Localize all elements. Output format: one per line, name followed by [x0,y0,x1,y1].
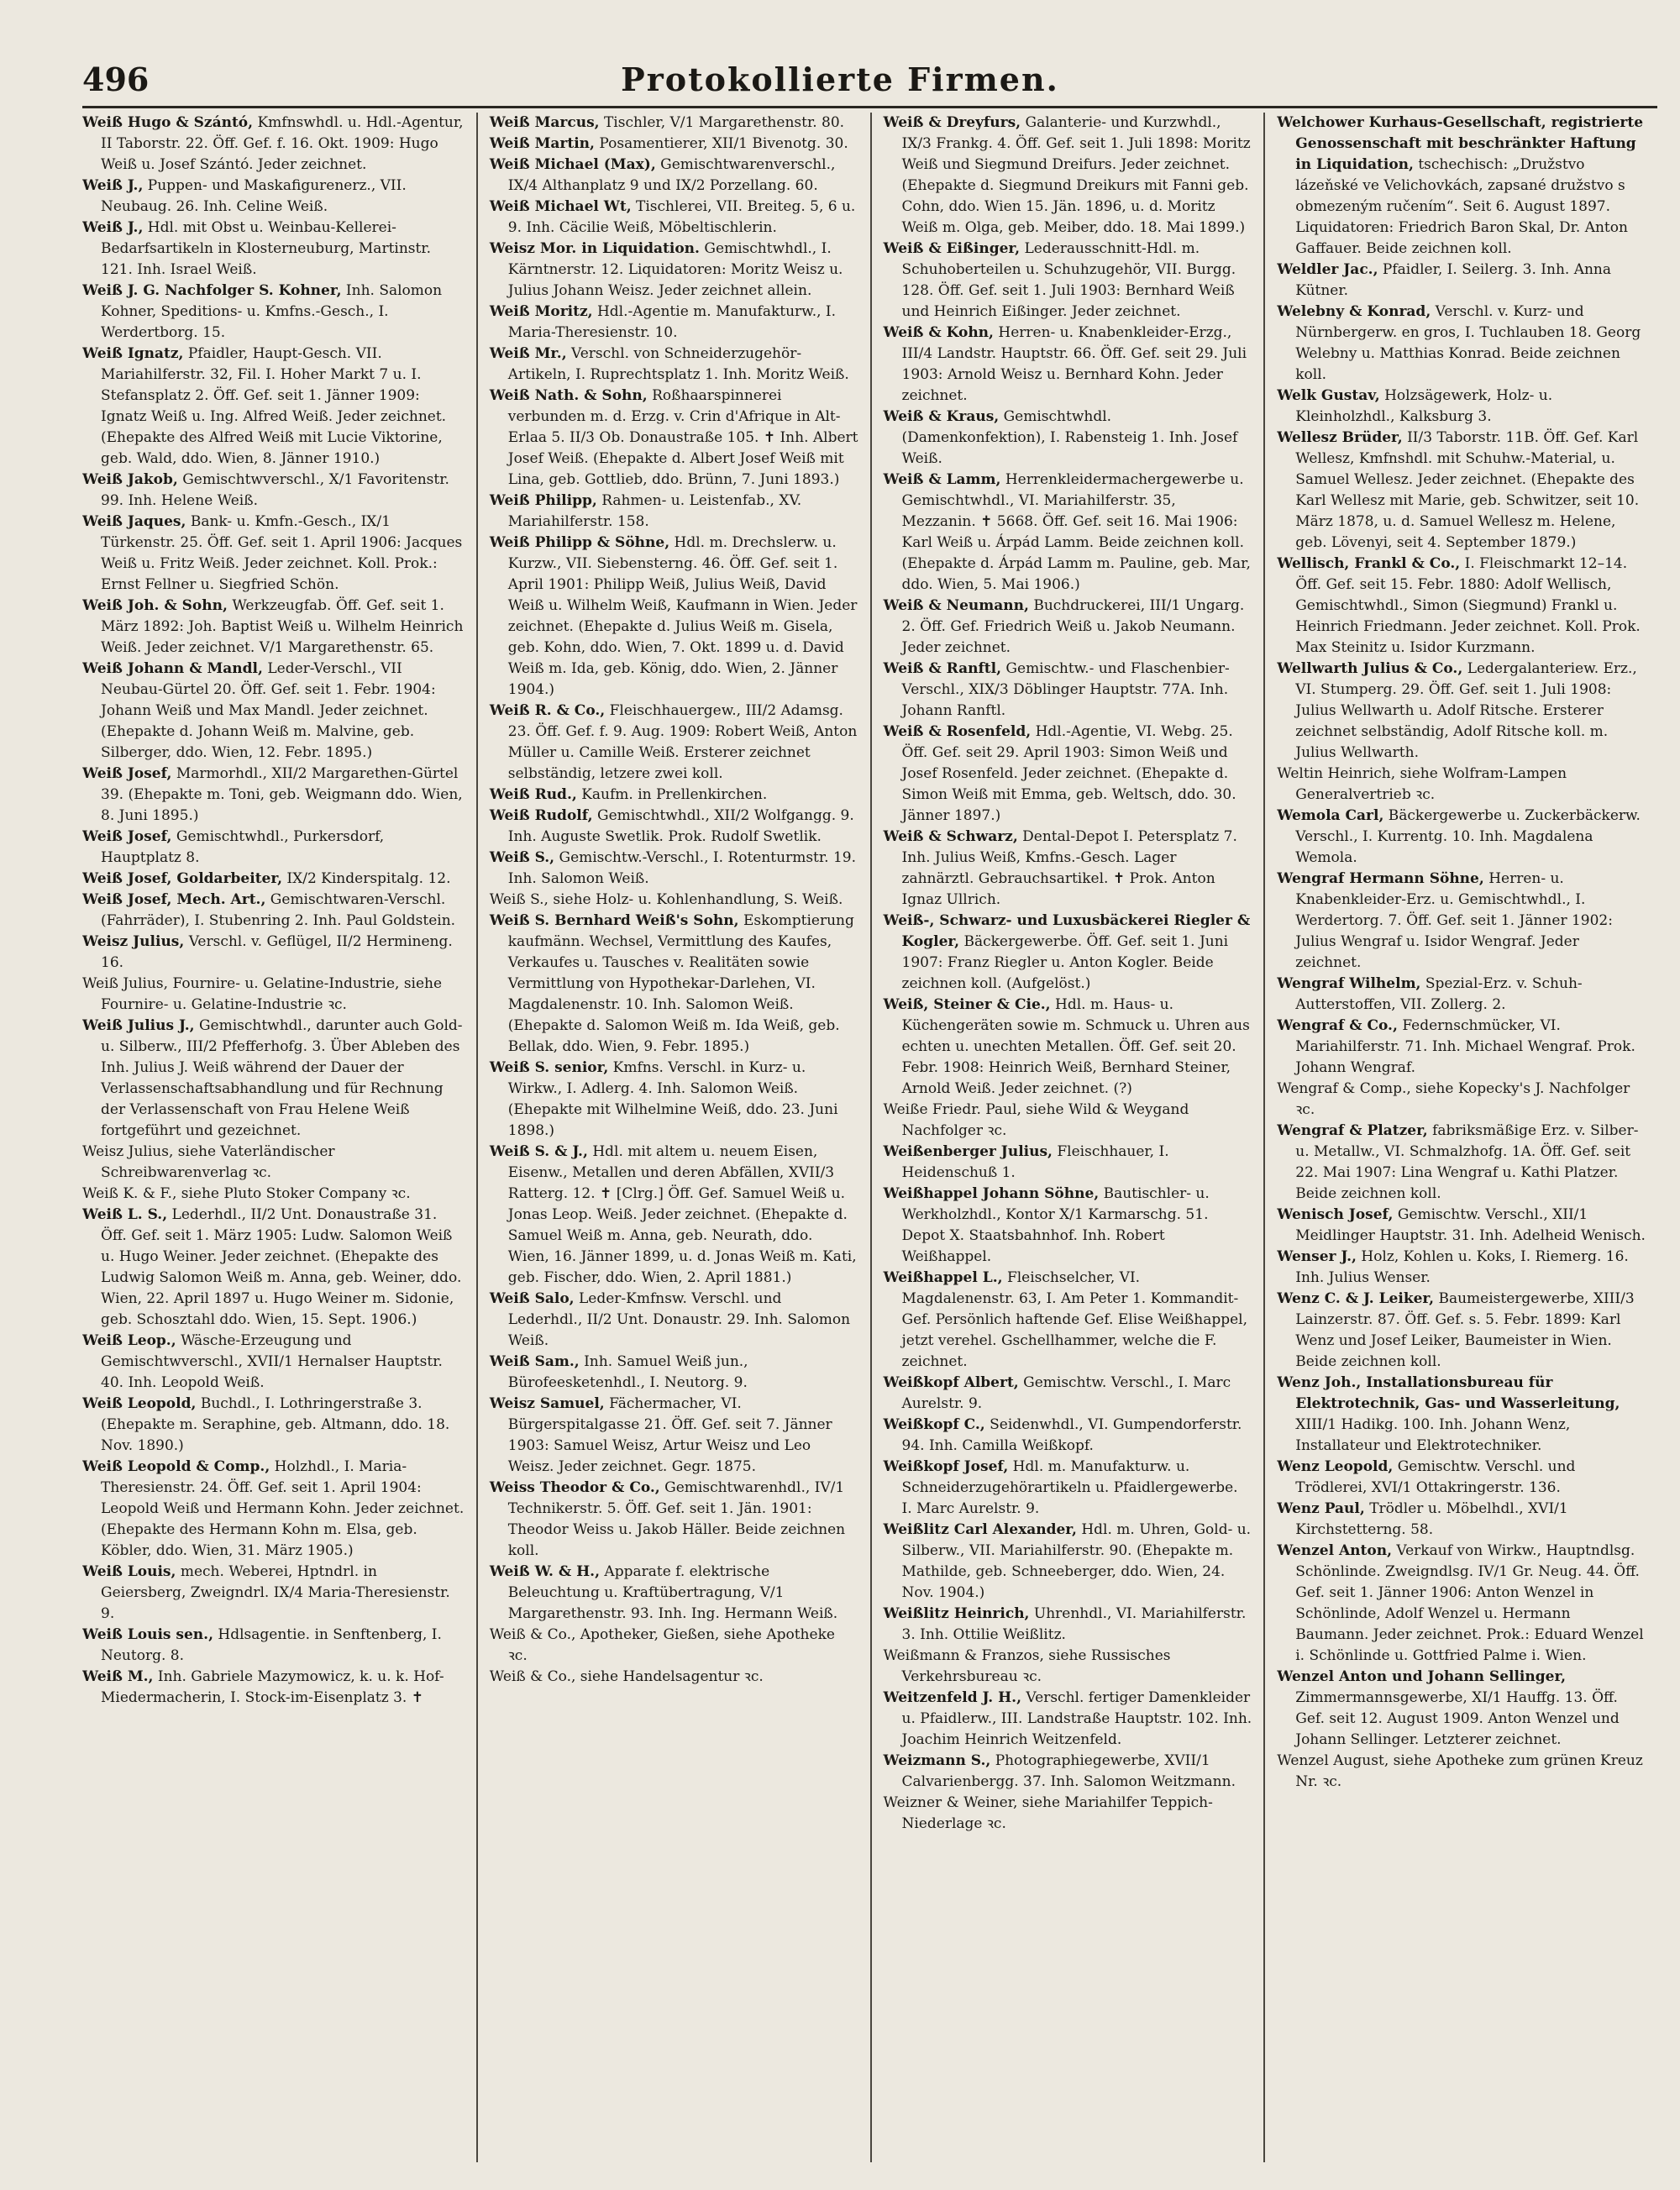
firm-entry [1277,113,1646,260]
firm-details: Herren- u. Knabenkleider-Erz. u. Gemischtwhdl., I. Werdertorg. 7. Öff. Gef. seit 1. Jänner 1902: Julius Wengraf u. Isidor Wengraf. Jeder zeichnet. [1295,870,1613,971]
firm-entry [1277,1016,1646,1079]
firm-entry [490,1394,858,1478]
firm-details: Gemischtwarenverschl., IX/4 Althanplatz 9 und IX/2 Porzellang. 60. [507,156,836,194]
firm-details: Inh. Samuel Weiß jun., Bürofeesketenhdl., I. Neutorg. 9. [507,1353,748,1391]
firm-details: Gemischtw. Verschl., XII/1 Meidlinger Hauptstr. 31. Inh. Adelheid Wenisch. [1295,1206,1646,1244]
firm-name: Weißhappel Johann Söhne, [883,1185,1100,1202]
firm-name: Weiß & Neumann, [883,597,1029,614]
firm-name: Weiß Josef, [82,828,172,845]
column-4 [1263,113,1657,2162]
firm-details: Kaufm. in Prellenkirchen. [581,786,768,803]
running-head: Protokollierte Firmen. [621,60,1059,98]
firm-entry [82,344,465,470]
firm-details: Seidenwhdl., VI. Gumpendorferstr. 94. Inh. Camilla Weißkopf. [901,1416,1242,1454]
firm-details: I. Fleischmarkt 12–14. Öff. Gef. seit 15. Febr. 1880: Adolf Wellisch, Gemischtwhdl., Simon (Siegmund) Frankl u. Heinrich Friedmann. Jeder zeichnet. Koll. Prok. Max Steinitz u. Isidor Kurzmann. [1295,555,1641,656]
firm-entry [884,995,1252,1100]
firm-name: Weiß Sam., [489,1353,580,1370]
firm-details: Eskomptierung kaufmänn. Wechsel, Vermittlung des Kaufes, Verkaufes u. Tausches v. Realitäten sowie Vermittlung von Hypothekar-Darlehen, VI. Magdalenenstr. 10. Inh. Salomon Weiß. (Ehepakte d. Salomon Weiß m. Ida Weiß, geb. Bellak, ddo. Wien, 9. Febr. 1895.) [507,912,854,1055]
firm-entry [1277,1499,1646,1541]
firm-name: Weiß Josef, Goldarbeiter, [82,870,282,887]
firm-name: Welebny & Konrad, [1277,303,1431,320]
firm-name: Weizmann S., [883,1752,991,1769]
firm-entry [884,722,1252,827]
firm-entry [490,1142,858,1289]
firm-entry [884,113,1252,239]
firm-details: Gemischtwhdl., darunter auch Gold- u. Silberw., III/2 Pfefferhofg. 3. Über Ableben des Inh. Julius J. Weiß während der Dauer der Verlassenschaftsabhandlung und für Rechnung der Verlassenschaft von Frau Helene Weiß fortgeführt und gezeichnet. [101,1017,463,1139]
firm-details: Weiß Julius, Fournire- u. Gelatine-Industrie, siehe Fournire- u. Gelatine-Industrie ꝛc. [82,975,443,1013]
firm-entry [1277,1079,1646,1121]
firm-entry [1277,764,1646,806]
firm-name: Wemola Carl, [1277,807,1384,824]
firm-name: Weiß S. Bernhard Weiß's Sohn, [489,912,739,929]
column-2 [476,113,870,2162]
firm-name: Weiß Hugo & Szántó, [82,114,254,131]
firm-details: Hdl. mit Obst u. Weinbau-Kellerei-Bedarfsartikeln in Klosterneuburg, Martinstr. 121. Inh. Israel Weiß. [101,219,432,278]
firm-name: Weiß Moritz, [489,303,593,320]
firm-details: Uhrenhdl., VI. Mariahilferstr. 3. Inh. Ottilie Weißlitz. [901,1605,1247,1643]
firm-name: Weiß R. & Co., [489,702,606,719]
firm-details: Gemischtw.-Verschl., I. Rotenturmstr. 19. Inh. Salomon Weiß. [507,849,856,887]
firm-entry [884,1520,1252,1604]
firm-entry [82,890,465,932]
firm-name: Weißkopf Josef, [883,1458,1009,1475]
firm-name: Weiß Philipp & Söhne, [489,534,670,551]
firm-details: Gemischtw. Verschl., I. Marc Aurelstr. 9. [901,1374,1231,1412]
firm-details: Trödler u. Möbelhdl., XVI/1 Kirchstetterng. 58. [1295,1500,1568,1538]
firm-name: Weiß Rudolf, [489,807,593,824]
firm-name: Wengraf Hermann Söhne, [1277,870,1484,887]
firm-details: Fleischselcher, VI. Magdalenenstr. 63, I. Am Peter 1. Kommandit-Gef. Persönlich haftende Gef. Elise Weißhappel, jetzt verehel. Gschellhammer, welche die F. zeichnet. [901,1269,1248,1370]
firm-entry [82,218,465,281]
firm-name: Wellisch, Frankl & Co., [1277,555,1461,572]
firm-entry [884,659,1252,722]
firm-details: Weiße Friedr. Paul, siehe Wild & Weygand Nachfolger ꝛc. [883,1101,1189,1139]
firm-name: Weiß Jaques, [82,513,186,530]
firm-details: Bautischler- u. Werkholzhdl., Kontor X/1 Karmarschg. 51. Depot X. Staatsbahnhof. Inh. Robert Weißhappel. [901,1185,1210,1265]
firm-entry [82,596,465,659]
firm-name: Weiß & Eißinger, [883,240,1021,257]
firm-details: Holzsägewerk, Holz- u. Kleinholzhdl., Kalksburg 3. [1295,387,1553,425]
firm-entry [884,407,1252,470]
firm-details: Fleischhauergew., III/2 Adamsg. 23. Öff. Gef. f. 9. Aug. 1909: Robert Weiß, Anton Müller u. Camille Weiß. Ersterer zeichnet selbständig, letzere zwei koll. [507,702,858,782]
firm-details: Pfaidler, I. Seilerg. 3. Inh. Anna Kütner. [1295,261,1612,299]
firm-entry [490,113,858,134]
firm-details: Puppen- und Maskafigurenerz., VII. Neubaug. 26. Inh. Celine Weiß. [101,177,407,215]
firm-details: Weiß K. & F., siehe Pluto Stoker Company ꝛc. [82,1185,411,1202]
firm-entry [490,386,858,491]
firm-entry [490,701,858,785]
firm-details: Baumeistergewerbe, XIII/3 Lainzerstr. 87. Öff. Gef. s. 5. Febr. 1899: Karl Wenz und Josef Leiker, Baumeister in Wien. Beide zeichnen koll. [1295,1290,1635,1370]
firm-details: Spezial-Erz. v. Schuh-Autterstoffen, VII. Zollerg. 2. [1295,975,1583,1013]
firm-name: Weißhappel L., [883,1269,1003,1286]
firm-entry [82,1394,465,1457]
firm-name: Weiß Ignatz, [82,345,184,362]
firm-details: Marmorhdl., XII/2 Margarethen-Gürtel 39. (Ehepakte m. Toni, geb. Weigmann ddo. Wien, 8. Juni 1895.) [101,765,463,824]
firm-details: Zimmermannsgewerbe, XI/1 Hauffg. 13. Öff. Gef. seit 12. August 1909. Anton Wenzel und Johann Sellinger. Letzterer zeichnet. [1295,1689,1620,1748]
firm-entry [1277,554,1646,659]
firm-entry [1277,806,1646,869]
firm-name: Weißlitz Carl Alexander, [883,1521,1077,1538]
firm-entry [82,1016,465,1142]
firm-entry [82,1142,465,1184]
firm-name: Weißkopf C., [883,1416,985,1433]
firm-details: Gemischtw.- und Flaschenbier-Verschl., XIX/3 Döblinger Hauptstr. 77A. Inh. Johann Ranftl. [901,660,1230,719]
firm-details: Wengraf & Comp., siehe Kopecky's J. Nachfolger ꝛc. [1277,1080,1630,1118]
firm-name: Weißenberger Julius, [883,1143,1053,1160]
firm-details: Verkauf von Wirkw., Hauptndlsg. Schönlinde. Zweigndlsg. IV/1 Gr. Neug. 44. Öff. Gef. seit 1. Jänner 1906: Anton Wenzel in Schönlinde, Adolf Wenzel u. Hermann Baumann. Jeder zeichnet. Prok.: Eduard Wenzel i. Schönlinde u. Gottfried Palme i. Wien. [1295,1542,1644,1664]
firm-details: Hdl. m. Manufakturw. u. Schneiderzugehörartikeln u. Pfaidlergewerbe. I. Marc Aurelstr. 9. [901,1458,1238,1517]
firm-name: Weiß Salo, [489,1290,575,1307]
firm-name: Weiß L. S., [82,1206,168,1223]
firm-details: Photographiegewerbe, XVII/1 Calvarienbergg. 37. Inh. Salomon Weitzmann. [901,1752,1236,1790]
firm-entry [82,281,465,344]
firm-name: Weiß Martin, [489,135,595,152]
firm-details: Holz, Kohlen u. Koks, I. Riemerg. 16. Inh. Julius Wenser. [1295,1248,1629,1286]
firm-name: Weiß Philipp, [489,492,597,509]
firm-details: Lederhdl., II/2 Unt. Donaustraße 31. Öff. Gef. seit 1. März 1905: Ludw. Salomon Weiß u. Hugo Weiner. Jeder zeichnet. (Ehepakte des Ludwig Salomon Weiß m. Anna, geb. Weiner, ddo. Wien, 22. April 1897 u. Hugo Weiner m. Sidonie, geb. Schosztahl ddo. Wien, 15. Sept. 1906.) [101,1206,462,1328]
firm-entry [1277,1751,1646,1793]
firm-entry [1277,659,1646,764]
firm-entry [490,1562,858,1625]
firm-entry [1277,1121,1646,1205]
firm-name: Weitzenfeld J. H., [883,1689,1022,1706]
firm-entry [82,176,465,218]
firm-name: Weiß Julius J., [82,1017,195,1034]
firm-name: Wenzel Anton, [1277,1542,1392,1559]
firm-entry [82,1184,465,1205]
firm-name: Weiß M., [82,1668,154,1685]
firm-entry [884,470,1252,596]
firm-name: Wengraf Wilhelm, [1277,975,1421,992]
firm-entry [82,113,465,176]
firm-details: Verschl. v. Geflügel, II/2 Hermineng. 16. [101,933,453,971]
firm-details: Buchdl., I. Lothringerstraße 3. (Ehepakte m. Seraphine, geb. Altmann, ddo. 18. Nov. 1890.) [101,1395,450,1454]
firm-details: Gemischtwhdl., I. Kärntnerstr. 12. Liquidatoren: Moritz Weisz u. Julius Johann Weisz. Jeder zeichnet allein. [507,240,843,299]
firm-details: Bank- u. Kmfn.-Gesch., IX/1 Türkenstr. 25. Öff. Gef. seit 1. April 1906: Jacques Weiß u. Fritz Weiß. Jeder zeichnet. Koll. Prok.: Ernst Fellner u. Siegfried Schön. [101,513,463,593]
firm-details: Herrenkleidermachergewerbe u. Gemischtwhdl., VI. Mariahilferstr. 35, Mezzanin. ✝ 5668. Öff. Gef. seit 16. Mai 1906: Karl Weiß u. Árpád Lamm. Beide zeichnen koll. (Ehepakte d. Árpád Lamm m. Pauline, geb. Mar, ddo. Wien, 5. Mai 1906.) [901,471,1251,593]
firm-entry [884,1604,1252,1646]
firm-entry [82,932,465,974]
firm-entry [82,1562,465,1625]
firm-entry [884,1793,1252,1835]
firm-name: Weißlitz Heinrich, [883,1605,1030,1622]
firm-name: Weiß Leopold & Comp., [82,1458,270,1475]
firm-details: Gemischtwarenhdl., IV/1 Technikerstr. 5. Öff. Gef. seit 1. Jän. 1901: Theodor Weiss u. Jakob Häller. Beide zeichnen koll. [507,1479,846,1559]
firm-entry [884,1646,1252,1688]
firm-entry [82,512,465,596]
firm-name: Weiß Josef, [82,765,172,782]
firm-details: Hdl. mit altem u. neuem Eisen, Eisenw., Metallen und deren Abfällen, XVII/3 Ratterg. 12. ✝ [Clrg.] Öff. Gef. Samuel Weiß u. Jonas Leop. Weiß. Jeder zeichnet. (Ehepakte d. Samuel Weiß m. Anna, geb. Neurath, ddo. Wien, 16. Jänner 1899, u. d. Jonas Weiß m. Kati, geb. Fischer, ddo. Wien, 2. April 1881.) [507,1143,857,1286]
firm-details: Ledergalanteriew. Erz., VI. Stumperg. 29. Öff. Gef. seit 1. Juli 1908: Julius Wellwarth u. Adolf Ritsche. Ersterer zeichnet selbständig, Adolf Ritsche koll. m. Julius Wellwarth. [1295,660,1637,761]
firm-details: Leder-Kmfnsw. Verschl. und Lederhdl., II/2 Unt. Donaustr. 29. Inh. Salomon Weiß. [507,1290,851,1349]
firm-entry [884,1142,1252,1184]
firm-entry [1277,1247,1646,1289]
firm-details: Verschl. von Schneiderzugehör-Artikeln, I. Ruprechtsplatz 1. Inh. Moritz Weiß. [507,345,849,383]
firm-name: Wenz Paul, [1277,1500,1365,1517]
firm-entry [1277,1667,1646,1751]
firm-name: Weiß & Kraus, [883,408,1000,425]
firm-name: Weißkopf Albert, [883,1374,1019,1391]
firm-details: Weißmann & Franzos, siehe Russisches Verkehrsbureau ꝛc. [883,1647,1171,1685]
firm-entry [490,890,858,911]
firm-details: Verschl. fertiger Damenkleider u. Pfaidlerw., III. Landstraße Hauptstr. 102. Inh. Joachim Heinrich Weitzenfeld. [901,1689,1252,1748]
firm-name: Weiß Michael Wt, [489,198,632,215]
firm-details: Herren- u. Knabenkleider-Erzg., III/4 Landstr. Hauptstr. 66. Öff. Gef. seit 29. Juli 1903: Arnold Weisz u. Bernhard Kohn. Jeder zeichnet. [901,324,1247,404]
firm-entry [884,1751,1252,1793]
firm-entry [884,323,1252,407]
firm-entry [884,1373,1252,1415]
firm-entry [884,911,1252,995]
firm-entry [884,1688,1252,1751]
firm-entry [1277,428,1646,554]
firm-details: Hdl. m. Haus- u. Küchengeräten sowie m. Schmuck u. Uhren aus echten u. unechten Metallen. Öff. Gef. seit 20. Febr. 1908: Heinrich Weiß, Bernhard Steiner, Arnold Weiß. Jeder zeichnet. (?) [901,996,1250,1097]
firm-name: Weiß J. G. Nachfolger S. Kohner, [82,282,342,299]
firm-entry [1277,1373,1646,1457]
firm-name: Weiß & Ranftl, [883,660,1002,677]
firm-name: Wenser J., [1277,1248,1357,1265]
firm-entry [82,659,465,764]
firm-entry [82,1205,465,1331]
firm-name: Weiß Mr., [489,345,567,362]
firm-details: Roßhaarspinnerei verbunden m. d. Erzg. v. Crin d'Afrique in Alt-Erlaa 5. II/3 Ob. Donaustraße 105. ✝ Inh. Albert Josef Weiß. (Ehepakte d. Albert Josef Weiß mit Lina, geb. Gottlieb, ddo. Brünn, 7. Juni 1893.) [507,387,858,488]
column-3 [870,113,1264,2162]
firm-details: Bäckergewerbe u. Zuckerbäckerw. Verschl., I. Kurrentg. 10. Inh. Magdalena Wemola. [1295,807,1641,866]
firm-details: Tischler, V/1 Margarethenstr. 80. [603,114,845,131]
firm-entry [490,1058,858,1142]
firm-name: Weiß & Lamm, [883,471,1001,488]
firm-name: Weiß W. & H., [489,1563,601,1580]
firm-name: Weisz Julius, [82,933,185,950]
firm-details: Hdlsagentie. in Senftenberg, I. Neutorg. 8. [101,1626,442,1664]
firm-entry [490,239,858,302]
firm-entry [490,785,858,806]
firm-entry [82,1457,465,1562]
firm-details: Gemischtwaren-Verschl. (Fahrräder), I. Stubenring 2. Inh. Paul Goldstein. [101,891,456,929]
firm-entry [884,1415,1252,1457]
firm-name: Welk Gustav, [1277,387,1380,404]
firm-details: Hdl.-Agentie m. Manufakturw., I. Maria-Theresienstr. 10. [507,303,837,341]
firm-entry [884,1100,1252,1142]
firm-details: Rahmen- u. Leistenfab., XV. Mariahilferstr. 158. [507,492,802,530]
firm-name: Weiß Marcus, [489,114,600,131]
firm-details: Gemischtwhdl. (Damenkonfektion), I. Rabensteig 1. Inh. Josef Weiß. [901,408,1238,467]
firm-name: Wengraf & Co., [1277,1017,1398,1034]
firm-entry [490,1478,858,1562]
columns [82,113,1657,2162]
firm-name: Weiß & Dreyfurs, [883,114,1021,131]
firm-name: Weiß Leopold, [82,1395,197,1412]
firm-name: Weiß Joh. & Sohn, [82,597,228,614]
firm-details: Bäckergewerbe. Öff. Gef. seit 1. Juni 1907: Franz Riegler u. Anton Kogler. Beide zeichnen koll. (Aufgelöst.) [901,933,1229,992]
firm-details: Weizner & Weiner, siehe Mariahilfer Teppich-Niederlage ꝛc. [883,1794,1213,1832]
firm-details: Wäsche-Erzeugung und Gemischtwverschl., XVII/1 Hernalser Hauptstr. 40. Inh. Leopold Weiß. [101,1332,443,1391]
firm-entry [1277,1205,1646,1247]
firm-entry [82,869,465,890]
firm-details: Hdl. m. Drechslerw. u. Kurzw., VII. Siebensterng. 46. Öff. Gef. seit 1. April 1901: Philipp Weiß, Julius Weiß, David Weiß u. Wilhelm Weiß, Kaufmann in Wien. Jeder zeichnet. (Ehepakte d. Julius Weiß m. Gisela, geb. Kohn, ddo. Wien, 7. Okt. 1899 u. d. David Weiß m. Ida, geb. König, ddo. Wien, 2. Jänner 1904.) [507,534,858,698]
firm-entry [490,911,858,1058]
firm-entry [490,134,858,155]
firm-name: Weiß Louis sen., [82,1626,213,1643]
firm-entry [884,1268,1252,1373]
firm-details: Gemischtwverschl., X/1 Favoritenstr. 99. Inh. Helene Weiß. [101,471,449,509]
firm-details: Fächermacher, VI. Bürgerspitalgasse 21. Öff. Gef. seit 7. Jänner 1903: Samuel Weisz, Artur Weisz und Leo Weisz. Jeder zeichnet. Gegr. 1875. [507,1395,832,1475]
firm-name: Weiß Nath. & Sohn, [489,387,648,404]
firm-details: Apparate f. elektrische Beleuchtung u. Kraftübertragung, V/1 Margarethenstr. 93. Inh. Ing. Hermann Weiß. [507,1563,838,1622]
firm-name: Weiß S. senior, [489,1059,609,1076]
column-1 [82,113,476,2162]
firm-entry [1277,974,1646,1016]
firm-name: Weiß J., [82,177,144,194]
firm-details: Fleischhauer, I. Heidenschuß 1. [901,1143,1169,1181]
firm-name: Weiß, Steiner & Cie., [883,996,1051,1013]
firm-details: Kmfnswhdl. u. Hdl.-Agentur, II Taborstr. 22. Öff. Gef. f. 16. Okt. 1909: Hugo Weiß u. Josef Szántó. Jeder zeichnet. [101,114,464,173]
firm-entry [490,1667,858,1688]
firm-name: Weiß Jakob, [82,471,178,488]
firm-entry [1277,1541,1646,1667]
firm-name: Weiß J., [82,219,144,236]
firm-details: tschechisch: „Družstvo lázeňské ve Velichovkách, zapsané družstvo s obmezeným ručením“. Seit 6. August 1897. Liquidatoren: Friedrich Baron Skal, Dr. Anton Gaffauer. Beide zeichnen koll. [1295,156,1628,257]
firm-details: Hdl. m. Uhren, Gold- u. Silberw., VII. Mariahilferstr. 90. (Ehepakte m. Mathilde, geb. Schneeberger, ddo. Wien, 24. Nov. 1904.) [901,1521,1252,1601]
firm-name: Wenisch Josef, [1277,1206,1394,1223]
firm-entry [82,1625,465,1667]
firm-details: Weisz Julius, siehe Vaterländischer Schreibwarenverlag ꝛc. [82,1143,335,1181]
firm-entry [884,827,1252,911]
firm-details: IX/2 Kinderspitalg. 12. [286,870,451,887]
firm-entry [490,1625,858,1667]
firm-entry [884,596,1252,659]
firm-name: Weiss Theodor & Co., [489,1479,660,1496]
firm-details: Kmfns. Verschl. in Kurz- u. Wirkw., I. Adlerg. 4. Inh. Salomon Weiß. (Ehepakte mit Wilhelmine Weiß, ddo. 23. Juni 1898.) [507,1059,838,1139]
firm-entry [884,1457,1252,1520]
firm-name: Wenz Joh., Installationsbureau für Elektrotechnik, Gas- und Wasserleitung, [1277,1374,1620,1412]
firm-details: mech. Weberei, Hptndrl. in Geiersberg, Zweigndrl. IX/4 Maria-Theresienstr. 9. [101,1563,450,1622]
firm-details: XIII/1 Hadikg. 100. Inh. Johann Wenz, Installateur und Elektrotechniker. [1295,1416,1571,1454]
firm-name: Weiß Leop., [82,1332,176,1349]
firm-details: Gemischtwhdl., Purkersdorf, Hauptplatz 8. [101,828,385,866]
firm-details: Wenzel August, siehe Apotheke zum grünen Kreuz Nr. ꝛc. [1277,1752,1643,1790]
firm-entry [490,491,858,533]
firm-details: Dental-Depot I. Petersplatz 7. Inh. Julius Weiß, Kmfns.-Gesch. Lager zahnärztl. Gebrauchsartikel. ✝ Prok. Anton Ignaz Ullrich. [901,828,1237,908]
firm-details: Inh. Salomon Kohner, Speditions- u. Kmfns.-Gesch., I. Werdertborg. 15. [101,282,443,341]
firm-entry [884,1184,1252,1268]
firm-name: Wenzel Anton und Johann Sellinger, [1277,1668,1567,1685]
firm-entry [1277,386,1646,428]
firm-name: Weiß S. & J., [489,1143,588,1160]
firm-name: Weldler Jac., [1277,261,1378,278]
firm-details: Inh. Gabriele Mazymowicz, k. u. k. Hof-Miedermacherin, I. Stock-im-Eisenplatz 3. ✝ [101,1668,444,1706]
firm-entry [490,197,858,239]
firm-details: Gemischtw. Verschl. und Trödlerei, XVI/1 Ottakringerstr. 136. [1295,1458,1576,1496]
firm-details: Lederausschnitt-Hdl. m. Schuhoberteilen u. Schuhzugehör, VII. Burgg. 128. Öff. Gef. seit 1. Juli 1903: Bernhard Weiß und Heinrich Eißinger. Jeder zeichnet. [901,240,1236,320]
firm-details: II/3 Taborstr. 11B. Öff. Gef. Karl Wellesz, Kmfnshdl. mit Schuhw.-Material, u. Samuel Wellesz. Jeder zeichnet. (Ehepakte des Karl Wellesz mit Marie, geb. Schwitzer, seit 10. März 1878, u. d. Samuel Wellesz m. Helene, geb. Lövenyi, seit 4. September 1879.) [1295,429,1640,551]
firm-name: Wenz C. & J. Leiker, [1277,1290,1435,1307]
firm-details: Galanterie- und Kurzwhdl., IX/3 Frankg. 4. Öff. Gef. seit 1. Juli 1898: Moritz Weiß und Siegmund Dreifurs. Jeder zeichnet. (Ehepakte d. Siegmund Dreikurs mit Fanni geb. Cohn, ddo. Wien 15. Jän. 1896, u. d. Moritz Weiß m. Olga, geb. Meiber, ddo. 18. Mai 1899.) [901,114,1251,236]
firm-details: Weiß & Co., siehe Handelsagentur ꝛc. [489,1668,764,1685]
firm-name: Weiß & Kohn, [883,324,994,341]
firm-entry [490,344,858,386]
firm-entry [82,974,465,1016]
firm-entry [490,533,858,701]
firm-entry [490,806,858,848]
firm-entry [1277,1457,1646,1499]
firm-name: Wenz Leopold, [1277,1458,1394,1475]
firm-entry [1277,1289,1646,1373]
page-number: 496 [82,60,150,98]
firm-details: Weiß S., siehe Holz- u. Kohlenhandlung, S. Weiß. [489,891,843,908]
firm-name: Welchower Kurhaus-Gesellschaft, registrierte Genossenschaft mit beschränkter Haftung in Liquidation, [1277,114,1644,173]
firm-entry [490,1352,858,1394]
firm-details: Leder-Verschl., VII Neubau-Gürtel 20. Öff. Gef. seit 1. Febr. 1904: Johann Weiß und Max Mandl. Jeder zeichnet. (Ehepakte d. Johann Weiß m. Malvine, geb. Silberger, ddo. Wien, 12. Febr. 1895.) [101,660,436,761]
firm-name: Weiß Josef, Mech. Art., [82,891,266,908]
firm-name: Weiß Johann & Mandl, [82,660,263,677]
firm-entry [1277,302,1646,386]
firm-details: Posamentierer, XII/1 Bivenotg. 30. [599,135,848,152]
firm-name: Weiß & Rosenfeld, [883,723,1032,740]
firm-entry [82,470,465,512]
firm-entry [490,155,858,197]
firm-entry [884,239,1252,323]
firm-details: Tischlerei, VII. Breiteg. 5, 6 u. 9. Inh. Cäcilie Weiß, Möbeltischlerin. [507,198,856,236]
firm-name: Weiß Louis, [82,1563,176,1580]
header-rule [82,106,1657,108]
firm-details: Holzhdl., I. Maria-Theresienstr. 24. Öff. Gef. seit 1. April 1904: Leopold Weiß und Hermann Kohn. Jeder zeichnet. (Ehepakte des Hermann Kohn m. Elsa, geb. Köbler, ddo. Wien, 31. März 1905.) [101,1458,465,1559]
firm-details: Gemischtwhdl., XII/2 Wolfgangg. 9. Inh. Auguste Swetlik. Prok. Rudolf Swetlik. [507,807,854,845]
firm-details: fabriksmäßige Erz. v. Silber- u. Metallw., VI. Schmalzhofg. 1A. Öff. Gef. seit 22. Mai 1907: Lina Wengraf u. Kathi Platzer. Beide zeichnen koll. [1295,1122,1639,1202]
firm-details: Verschl. v. Kurz- und Nürnbergerw. en gros, I. Tuchlauben 18. Georg Welebny u. Matthias Konrad. Beide zeichnen koll. [1295,303,1641,383]
firm-entry [490,848,858,890]
firm-name: Weiß Michael (Max), [489,156,656,173]
firm-details: Weiß & Co., Apotheker, Gießen, siehe Apotheke ꝛc. [489,1626,835,1664]
firm-details: Werkzeugfab. Öff. Gef. seit 1. März 1892: Joh. Baptist Weiß u. Wilhelm Heinrich Weiß. Jeder zeichnet. V/1 Margarethenstr. 65. [101,597,464,656]
firm-entry [490,302,858,344]
firm-details: Weltin Heinrich, siehe Wolfram-Lampen Generalvertrieb ꝛc. [1277,765,1567,803]
firm-entry [82,1331,465,1394]
firm-name: Wellwarth Julius & Co., [1277,660,1463,677]
firm-entry [490,1289,858,1352]
firm-name: Wellesz Brüder, [1277,429,1403,446]
firm-details: Hdl.-Agentie, VI. Webg. 25. Öff. Gef. seit 29. April 1903: Simon Weiß und Josef Rosenfeld. Jeder zeichnet. (Ehepakte d. Simon Weiß mit Emma, geb. Weltsch, ddo. 30. Jänner 1897.) [901,723,1236,824]
firm-name: Wengraf & Platzer, [1277,1122,1428,1139]
firm-entry [1277,869,1646,974]
firm-name: Weiß-, Schwarz- und Luxusbäckerei Riegler & Kogler, [883,912,1251,950]
firm-name: Weisz Samuel, [489,1395,605,1412]
firm-entry [82,764,465,827]
firm-name: Weiß Rud., [489,786,577,803]
firm-entry [82,827,465,869]
firm-entry [82,1667,465,1709]
firm-name: Weiß & Schwarz, [883,828,1018,845]
firm-name: Weisz Mor. in Liquidation. [489,240,700,257]
firm-details: Buchdruckerei, III/1 Ungarg. 2. Öff. Gef. Friedrich Weiß u. Jakob Neumann. Jeder zeichnet. [901,597,1245,656]
firm-details: Federnschmücker, VI. Mariahilferstr. 71. Inh. Michael Wengraf. Prok. Johann Wengraf. [1295,1017,1635,1076]
firm-name: Weiß S., [489,849,555,866]
firm-details: Pfaidler, Haupt-Gesch. VII. Mariahilferstr. 32, Fil. I. Hoher Markt 7 u. I. Stefansplatz 2. Öff. Gef. seit 1. Jänner 1909: Ignatz Weiß u. Ing. Alfred Weiß. Jeder zeichnet. (Ehepakte des Alfred Weiß mit Lucie Viktorine, geb. Wald, ddo. Wien, 8. Jänner 1910.) [101,345,447,467]
firm-entry [1277,260,1646,302]
